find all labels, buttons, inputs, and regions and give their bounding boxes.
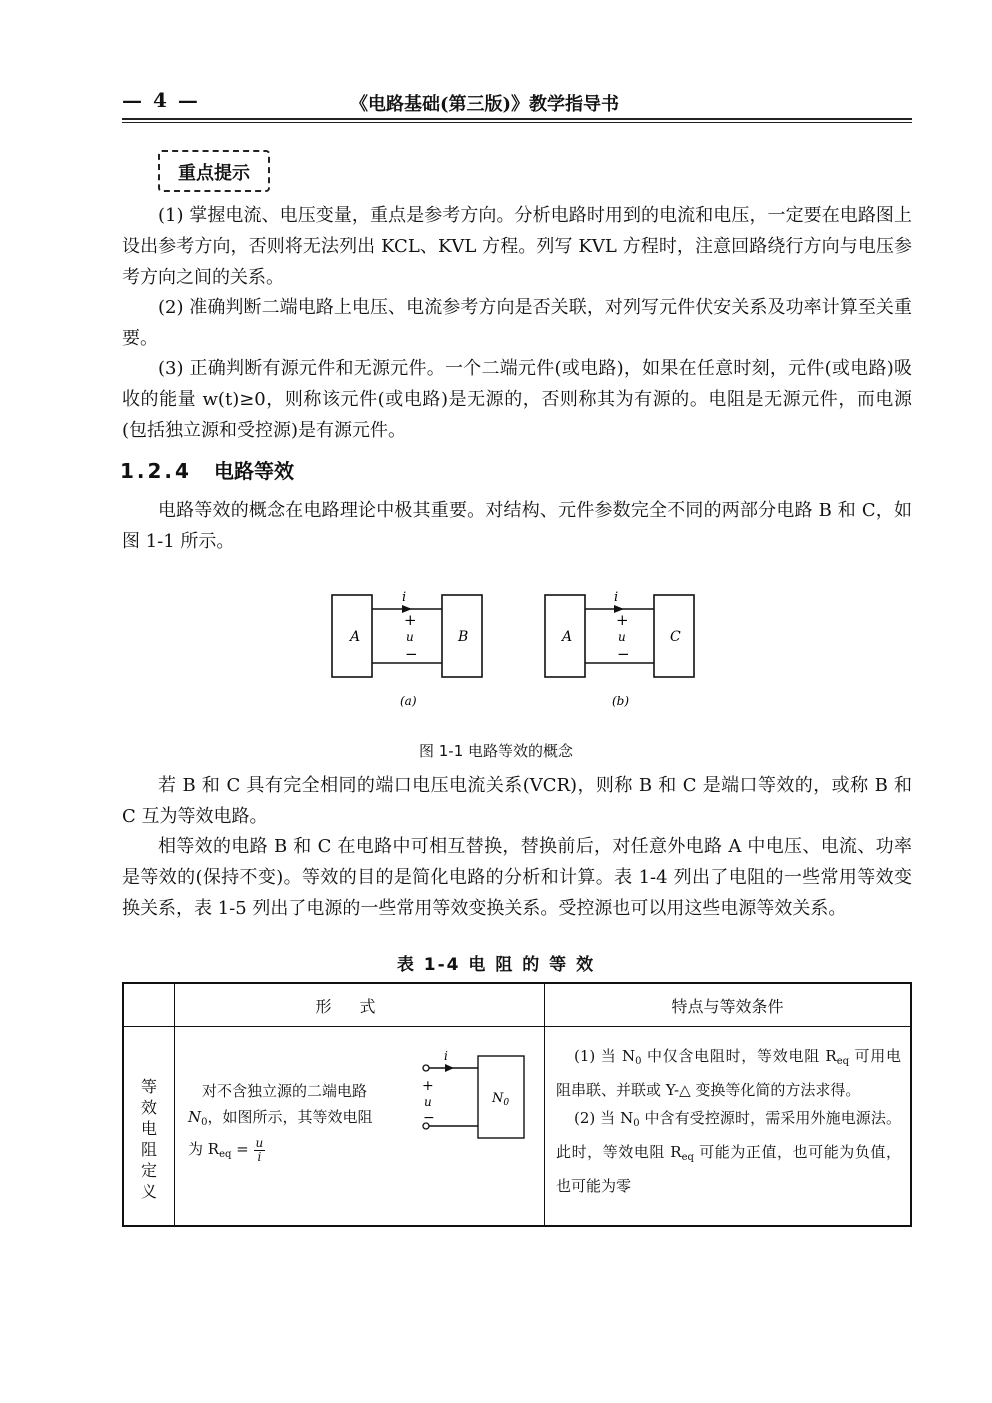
table-header-rule [124, 1026, 910, 1027]
label-b-left: A [562, 629, 573, 645]
paragraph-2: (2) 准确判断二端电路上电压、电流参考方向是否关联，对列写元件伏安关系及功率计算至关重要。 [122, 297, 912, 349]
book-title: 《电路基础(第三版)》教学指导书 [350, 94, 620, 115]
n0-current-arrow [445, 1064, 454, 1072]
figure-b [545, 590, 694, 708]
n0-label: $N_0$ [492, 1091, 510, 1108]
n0-circuit [414, 1046, 534, 1146]
minus-a: − [405, 645, 418, 663]
resistance-equivalence-table [122, 982, 912, 1227]
figure-a [332, 590, 482, 708]
section-number: 1.2.4 [120, 459, 192, 483]
plus-a: + [404, 611, 417, 629]
n0-plus: + [422, 1078, 434, 1094]
page-header [122, 84, 912, 118]
figure-1-1 [320, 585, 700, 715]
paragraph-3: (3) 正确判断有源元件和无源元件。一个二端元件(或电路)，如果在任意时刻，元件(或电路)吸收的能量 w(t)≥0，则称该元件(或电路)是无源的，否则称其为有源的。电阻是无源元件，而电源(包括独立源和受控源)是有源元件。 [122, 358, 912, 441]
condition-2: (2) 当 $N_0$ 中含有受控源时，需采用外施电源法。此时，等效电阻 $R_{eq}$ 可能为正值，也可能为负值，也可能为零 [556, 1109, 901, 1195]
section-title: 电路等效 [213, 459, 294, 483]
row-header: 等效电阻定义 [140, 1077, 157, 1201]
table-col-rule-1 [174, 984, 175, 1225]
current-a: i [402, 590, 407, 605]
condition-1: (1) 当 $N_0$ 中仅含电阻时，等效电阻 $R_{eq}$ 可用电阻串联、并联或 Y-△ 变换等化简的方法求得。 [556, 1047, 901, 1099]
paragraph-1: (1) 掌握电流、电压变量，重点是参考方向。分析电路时用到的电流和电压，一定要在电路图上设出参考方向，否则将无法列出 KCL、KVL 方程。列写 KVL 方程时，注意回路绕行方向与电压参考方向之间的关系。 [122, 205, 912, 288]
section-heading [120, 455, 294, 484]
paragraph-6: 相等效的电路 B 和 C 在电路中可相互替换，替换前后，对任意外电路 A 中电压、电流、功率是等效的(保持不变)。等效的目的是简化电路的分析和计算。表 1-4 列出了电阻的一些常用等效变换关系，表 1-5 列出了电源的一些常用等效变换关系。受控源也可以用这些电源等效关系。 [122, 836, 912, 919]
sublabel-b: (b) [612, 694, 630, 708]
n0-current: i [444, 1049, 448, 1063]
conditions-cell [556, 1042, 901, 1200]
voltage-b: u [618, 630, 626, 644]
page-number: — 4 — [122, 88, 200, 112]
form-cell-text [188, 1078, 408, 1168]
label-b-right: C [670, 629, 681, 645]
label-a-left: A [350, 629, 361, 645]
header-rule-thin [122, 122, 912, 123]
column-header-conditions: 特点与等效条件 [671, 997, 784, 1016]
form-line-2: $N_0$，如图所示，其等效电阻 [188, 1108, 373, 1128]
key-points-label: 重点提示 [178, 163, 250, 184]
plus-b: + [616, 611, 629, 629]
equivalent-resistance-fraction: $\frac{u}{i}$ [255, 1135, 264, 1164]
n0-voltage: u [424, 1095, 432, 1109]
figure-caption: 图 1-1 电路等效的概念 [418, 742, 574, 760]
form-line-1: 对不含独立源的二端电路 [202, 1082, 368, 1100]
voltage-a: u [406, 630, 414, 644]
key-points-box [158, 150, 270, 192]
form-line-3: 为 $R_{eq}$ = $\frac{u}{i}$ [188, 1135, 264, 1164]
current-b: i [614, 590, 619, 605]
label-a-right: B [458, 629, 469, 645]
n0-minus: − [423, 1110, 435, 1126]
paragraph-4: 电路等效的概念在电路理论中极其重要。对结构、元件参数完全不同的两部分电路 B 和 C，如图 1-1 所示。 [122, 500, 912, 552]
column-header-form: 形式 [315, 997, 404, 1016]
minus-b: − [617, 645, 630, 663]
table-col-rule-2 [544, 984, 545, 1225]
header-rule [122, 118, 912, 120]
table-title: 表 1-4 电 阻 的 等 效 [396, 955, 596, 975]
paragraph-5: 若 B 和 C 具有完全相同的端口电压电流关系(VCR)，则称 B 和 C 是端口等效的，或称 B 和 C 互为等效电路。 [122, 775, 912, 827]
sublabel-a: (a) [400, 694, 417, 708]
